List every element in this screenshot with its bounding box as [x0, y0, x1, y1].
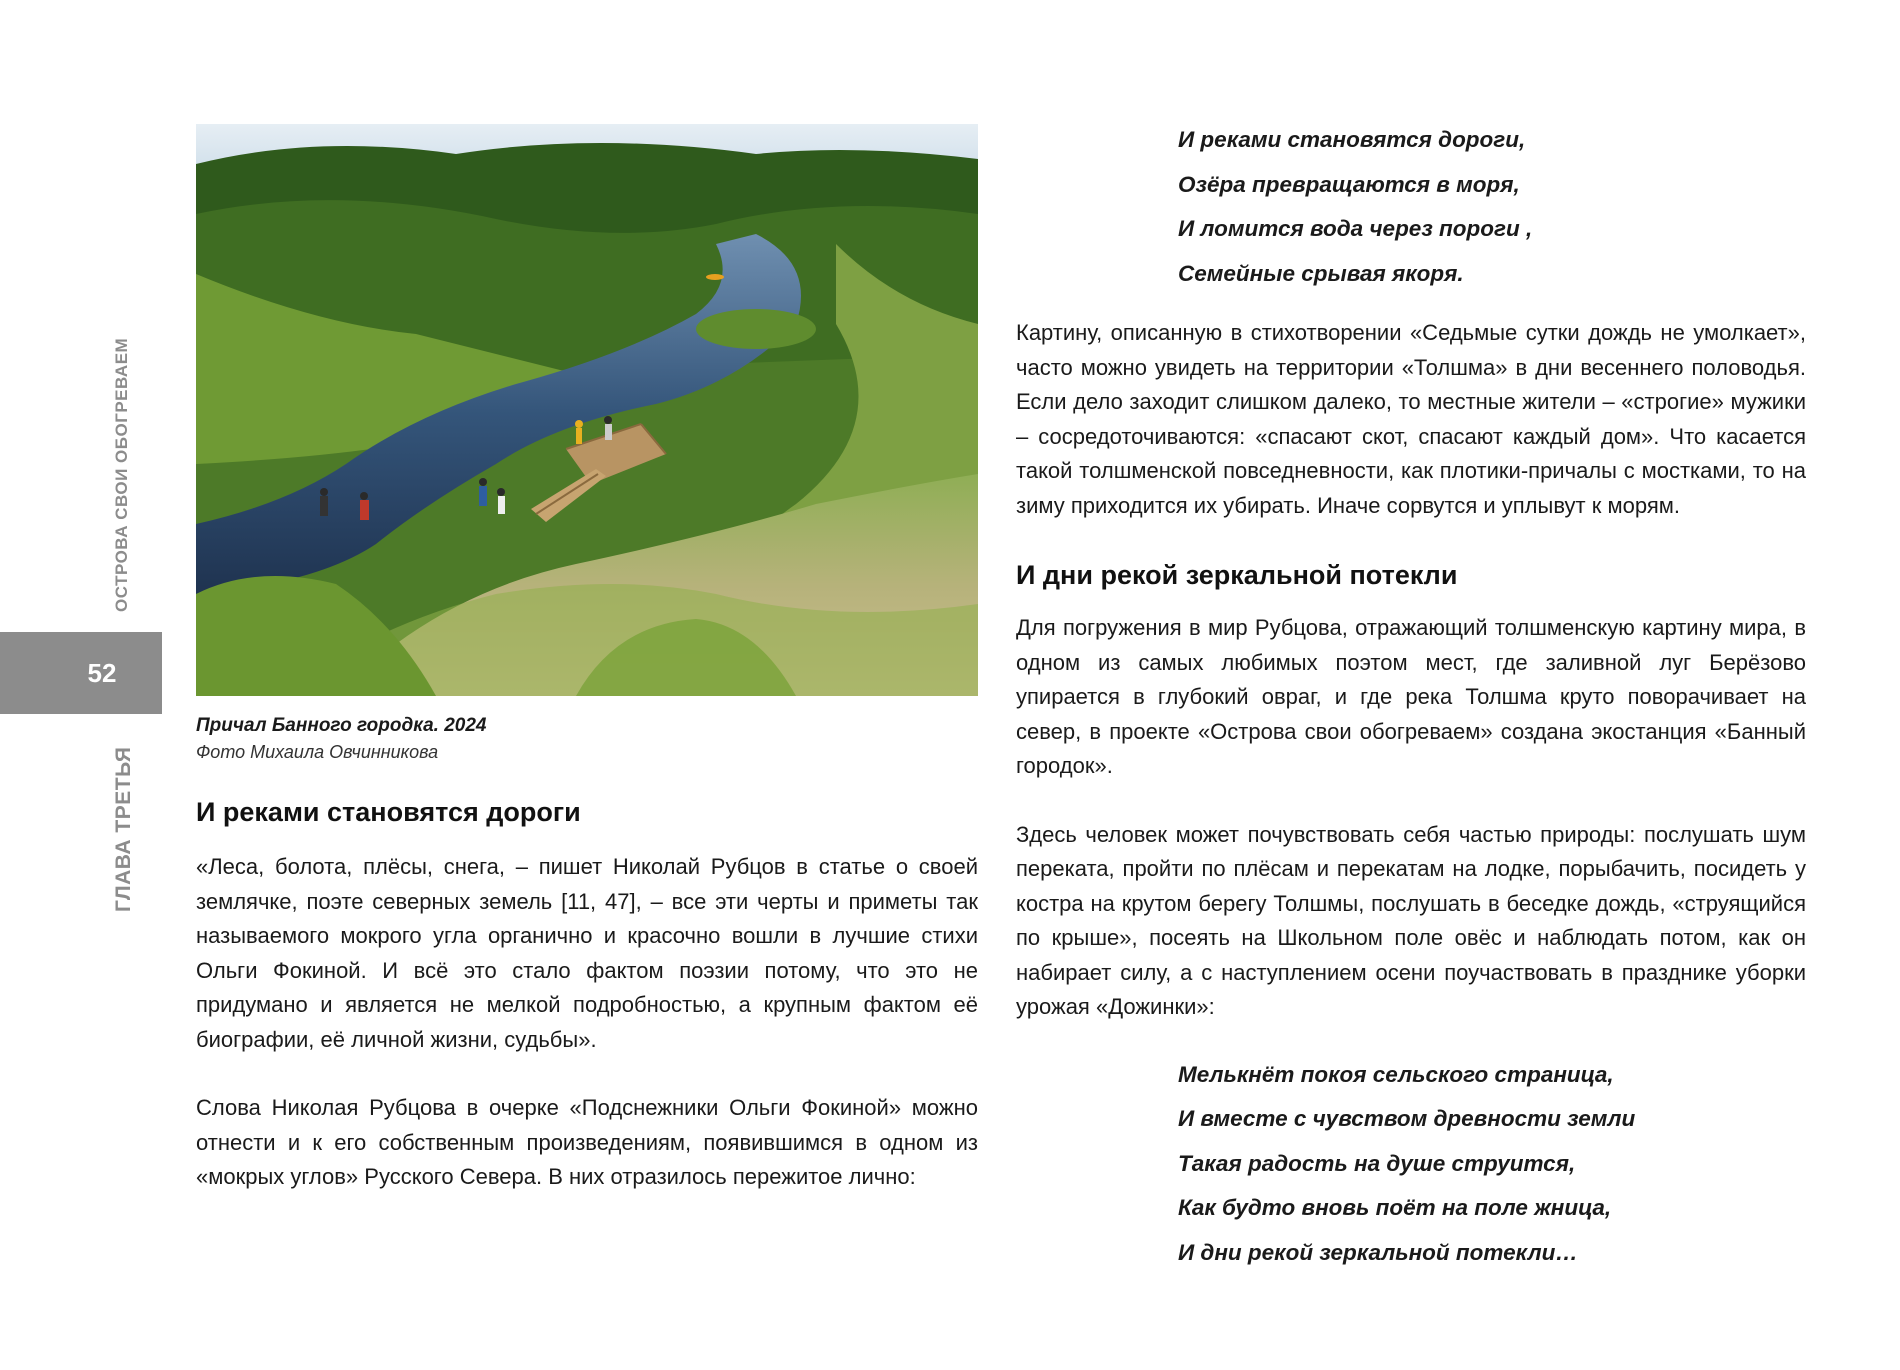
- poem-line: И реками становятся дороги,: [1178, 127, 1526, 152]
- river-pier-photo: [196, 124, 978, 696]
- poem-stanza-1: [1178, 118, 1806, 296]
- right-paragraph-1: Картину, описанную в стихотворении «Седьмые сутки дождь не умолкает», часто можно увидеть на территории «Толшма» в дни весеннего половодья. Если дело заходит слишком далеко, то местные жители – «строгие» мужики – сосредоточиваются: «спасают скот, спасают каждый дом». Что касается такой толшменской повседневности, как плотики-причалы с мостками, то на зиму приходится их убирать. Иначе сорвутся и уплывут к морям.: [1016, 320, 1806, 518]
- photo-caption-credit: Фото Михаила Овчинникова: [196, 742, 439, 762]
- poem-line: И дни рекой зеркальной потекли…: [1178, 1239, 1578, 1265]
- poem-line: И ломится вода через пороги ,: [1178, 216, 1533, 241]
- poem-line: И вместе с чувством древности земли: [1178, 1106, 1636, 1131]
- right-column: [1016, 124, 1806, 1275]
- section-heading-roads: И реками становятся дороги: [196, 797, 581, 827]
- left-paragraph-1: «Леса, болота, плёсы, снега, – пишет Николай Рубцов в статье о своей землячке, поэте северных земель [11, 47], – все эти черты и приметы так называемого мокрого угла органично и красочно вошли в лучшие стихи Ольги Фокиной. И всё это стало фактом поэзии потому, что это не придумано и является не мелкой подробностью, а крупным фактом её биографии, её личной жизни, судьбы».: [196, 854, 978, 1052]
- left-column: [196, 124, 978, 1195]
- section-heading-mirror-river: И дни рекой зеркальной потекли: [1016, 560, 1458, 590]
- photo-illustration: [196, 124, 978, 696]
- page-number-tab: [0, 632, 162, 714]
- poem-stanza-2: [1178, 1053, 1806, 1276]
- poem-line: Такая радость на душе струится,: [1178, 1150, 1576, 1176]
- right-paragraph-3: Здесь человек может почувствовать себя частью природы: послушать шум переката, пройти по плёсам и перекатам на лодке, порыбачить, посидеть у костра на крутом берегу Толшмы, послушать в беседке дождь, «струящийся по крыше», посеять на Школьном поле овёс и наблюдать потом, как он набирает силу, а с наступлением осени поучаствовать в празднике уборки урожая «Дожинки»:: [1016, 821, 1806, 1019]
- poem-line: Как будто вновь поёт на поле жница,: [1178, 1195, 1612, 1220]
- chapter-title-text: ГЛАВА ТРЕТЬЯ: [112, 746, 135, 912]
- right-paragraph-2: Для погружения в мир Рубцова, отражающий толшменскую картину мира, в одном из самых любимых поэтом мест, где заливной луг Берёзово упирается в глубокий овраг, и где река Толшма круто поворачивает на север, в проекте «Острова свои обогреваем» создана экостанция «Банный городок».: [1016, 615, 1806, 778]
- poem-line: Озёра превращаются в моря,: [1178, 171, 1520, 197]
- photo-caption-title: Причал Банного городка. 2024: [196, 715, 487, 736]
- page-number: 52: [87, 657, 117, 688]
- left-paragraph-2: Слова Николая Рубцова в очерке «Подснежники Ольги Фокиной» можно отнести и к его собственным произведениям, появившимся в одном из «мокрых углов» Русского Севера. В них отразилось пережитое лично:: [196, 1095, 978, 1189]
- poem-line: Семейные срывая якоря.: [1178, 260, 1464, 286]
- section-title-text: ОСТРОВА СВОИ ОБОГРЕВАЕМ: [112, 337, 131, 612]
- poem-line: Мелькнёт покоя сельского страница,: [1178, 1061, 1614, 1087]
